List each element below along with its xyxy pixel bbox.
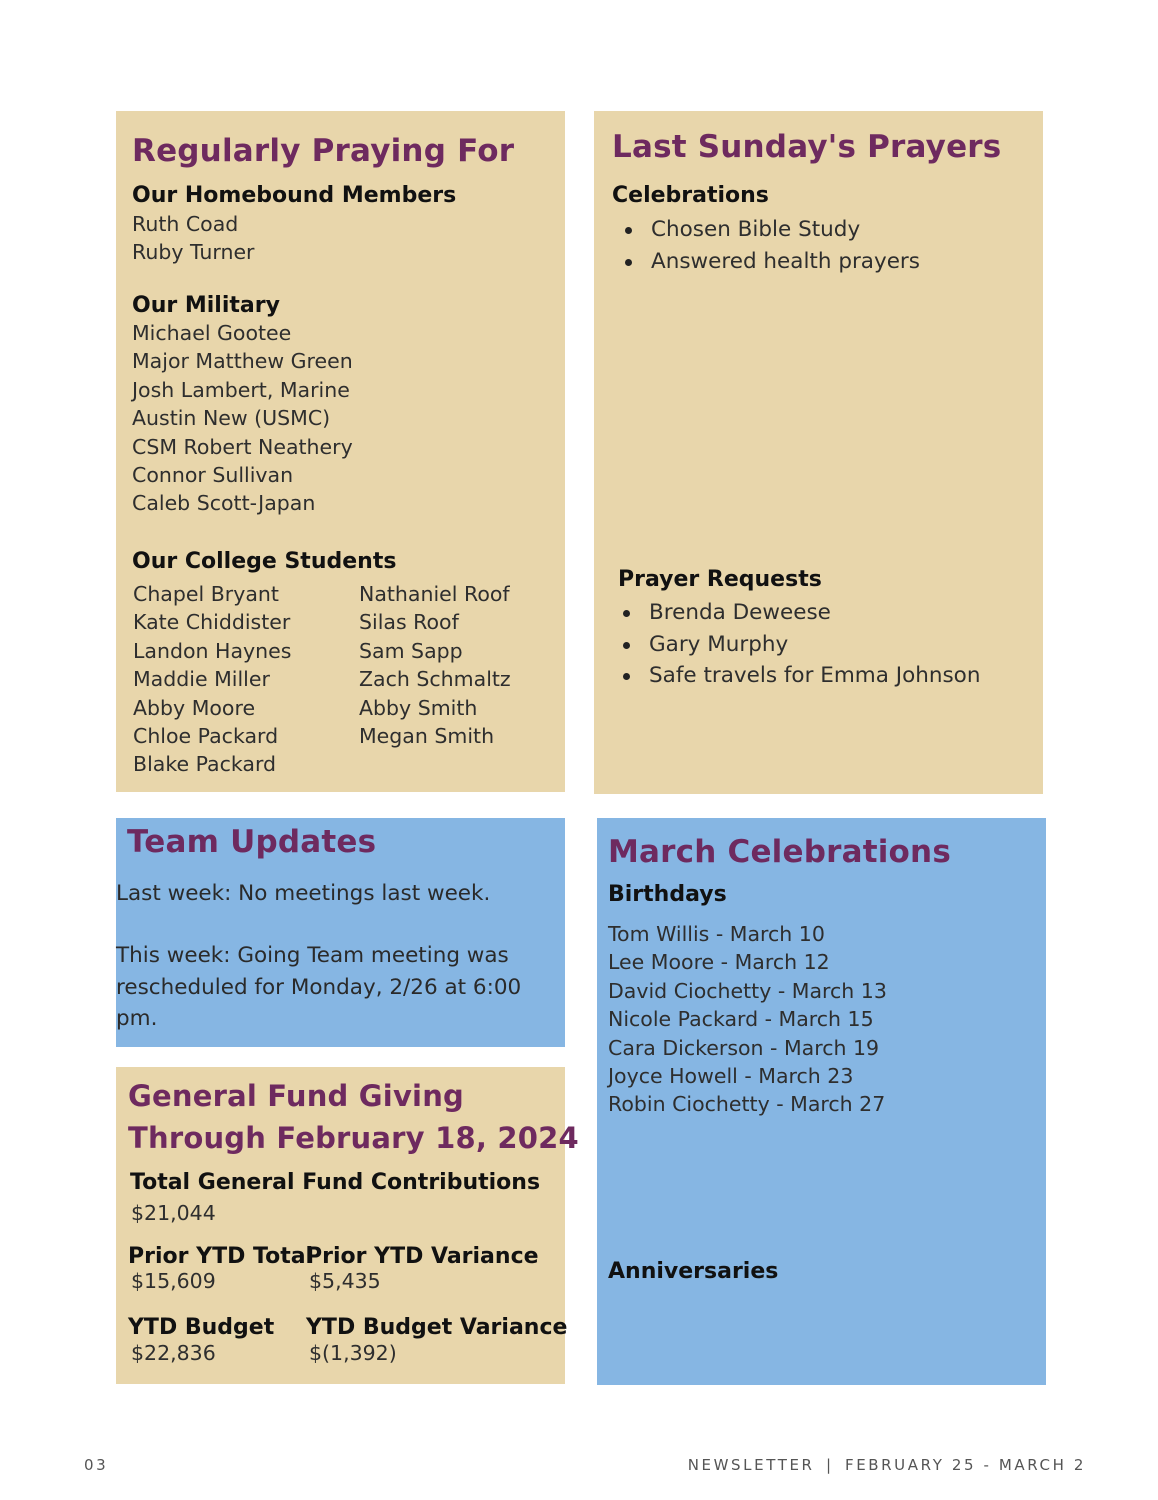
list-item: Michael Gootee <box>132 321 292 345</box>
prayer-requests-heading: Prayer Requests <box>618 567 822 592</box>
list-item: Abby Smith <box>359 695 478 720</box>
team-last-week: Last week: No meetings last week. <box>116 881 491 906</box>
list-item: Brenda Deweese <box>613 597 980 629</box>
list-item: Kate Chiddister <box>133 610 291 635</box>
list-item: Nicole Packard - March 15 <box>608 1007 874 1032</box>
college-heading: Our College Students <box>132 549 397 574</box>
newsletter-dates: FEBRUARY 25 - MARCH 2 <box>844 1456 1086 1474</box>
military-heading: Our Military <box>132 293 280 318</box>
homebound-heading: Our Homebound Members <box>132 183 457 208</box>
birthdays-heading: Birthdays <box>608 882 727 907</box>
list-item: Maddie Miller <box>133 667 270 692</box>
budget-variance-label: YTD Budget Variance <box>306 1315 568 1340</box>
list-item: Caleb Scott-Japan <box>132 491 316 516</box>
birthdays-list <box>608 920 887 1119</box>
list-item: Josh Lambert, Marine <box>132 377 350 402</box>
praying-panel <box>116 111 565 792</box>
footer-separator: | <box>825 1456 834 1474</box>
list-item: Gary Murphy <box>613 629 980 661</box>
list-item: Zach Schmaltz <box>359 667 511 692</box>
team-updates-title: Team Updates <box>127 824 377 860</box>
giving-title-line2: Through February 18, 2024 <box>128 1121 579 1155</box>
giving-title-line1: General Fund Giving <box>128 1079 464 1113</box>
list-item: Connor Sullivan <box>132 463 294 488</box>
list-item: Austin New (USMC) <box>132 406 331 431</box>
praying-title: Regularly Praying For <box>132 133 515 169</box>
giving-panel <box>116 1067 579 1384</box>
newsletter-label: NEWSLETTER <box>687 1456 815 1474</box>
celebrations-list <box>615 214 920 277</box>
ytd-budget-label: YTD Budget <box>128 1315 275 1340</box>
list-item: Major Matthew Green <box>132 349 353 374</box>
list-item: Nathaniel Roof <box>359 582 510 606</box>
march-celebrations-panel <box>597 818 1046 1385</box>
sunday-prayers-title: Last Sunday's Prayers <box>612 129 1002 165</box>
list-item: Cara Dickerson - March 19 <box>608 1035 880 1060</box>
list-item: Megan Smith <box>359 724 495 749</box>
sunday-prayers-panel <box>594 111 1043 794</box>
total-contributions-label: Total General Fund Contributions <box>130 1170 541 1195</box>
list-item: David Ciochetty - March 13 <box>608 978 887 1003</box>
list-item: Abby Moore <box>133 695 256 720</box>
celebrations-heading: Celebrations <box>612 183 769 208</box>
list-item: Robin Ciochetty - March 27 <box>608 1092 886 1117</box>
prior-variance-value: $5,435 <box>309 1269 381 1293</box>
budget-variance-value: $(1,392) <box>309 1341 397 1365</box>
list-item: Silas Roof <box>359 610 459 635</box>
list-item: Safe travels for Emma Johnson <box>613 660 980 692</box>
military-list <box>132 319 353 518</box>
list-item: Blake Packard <box>133 752 277 777</box>
prior-ytd-value: $15,609 <box>131 1269 216 1293</box>
list-item: Lee Moore - March 12 <box>608 950 830 975</box>
team-updates-panel <box>116 818 565 1047</box>
ytd-budget-value: $22,836 <box>131 1341 216 1365</box>
college-list-col2 <box>359 580 511 750</box>
list-item: Chloe Packard <box>133 724 279 749</box>
list-item: Joyce Howell - March 23 <box>608 1064 854 1089</box>
list-item: Answered health prayers <box>615 246 920 278</box>
list-item: Tom Willis - March 10 <box>608 922 825 946</box>
total-contributions-value: $21,044 <box>131 1201 216 1225</box>
list-item: Sam Sapp <box>359 638 463 663</box>
list-item: Landon Haynes <box>133 638 292 663</box>
college-list-col1 <box>133 580 291 779</box>
list-item: CSM Robert Neathery <box>132 434 353 459</box>
list-item: Chapel Bryant <box>133 582 279 606</box>
list-item: Ruby Turner <box>132 240 255 265</box>
prayer-requests-list <box>613 597 980 692</box>
prior-ytd-label: Prior YTD Total <box>128 1244 314 1269</box>
list-item: Chosen Bible Study <box>615 214 920 246</box>
march-celebrations-title: March Celebrations <box>608 834 951 870</box>
team-this-week: This week: Going Team meeting was rescheduled for Monday, 2/26 at 6:00 pm. <box>116 943 522 1031</box>
anniversaries-heading: Anniversaries <box>608 1259 779 1284</box>
list-item: Ruth Coad <box>132 212 239 236</box>
page-number: 03 <box>84 1456 109 1474</box>
homebound-list <box>132 210 254 267</box>
prior-variance-label: Prior YTD Variance <box>306 1244 539 1269</box>
newsletter-footer <box>688 1456 1086 1474</box>
